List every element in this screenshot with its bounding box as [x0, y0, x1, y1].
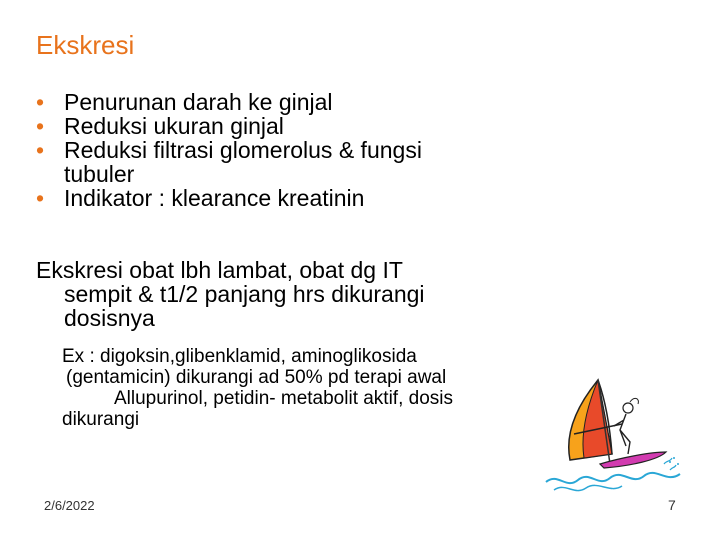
bullet-text: Reduksi ukuran ginjal — [64, 113, 284, 139]
footer-date: 2/6/2022 — [44, 498, 95, 513]
bullet-item — [36, 90, 556, 114]
paragraph-line: dosisnya — [64, 305, 155, 331]
windsurfer-illustration — [540, 372, 690, 497]
bullet-text: Reduksi filtrasi glomerolus & fungsi — [64, 137, 422, 163]
bullet-text: Indikator : klearance kreatinin — [64, 185, 365, 211]
slide-title: Ekskresi — [36, 30, 135, 60]
bullet-dot: • — [36, 113, 45, 139]
bullet-dot: • — [36, 185, 45, 211]
page-number: 7 — [668, 497, 676, 513]
paragraph-line: sempit & t1/2 panjang hrs dikurangi — [64, 281, 425, 307]
excretion-paragraph — [36, 258, 556, 330]
bullet-list — [36, 90, 556, 210]
bullet-text-continued: tubuler — [64, 161, 135, 187]
example-line: (gentamicin) dikurangi ad 50% pd terapi awal — [66, 367, 447, 388]
example-line: Ex : digoksin,glibenklamid, aminoglikosida — [62, 346, 417, 367]
example-line: dikurangi — [62, 409, 140, 430]
paragraph-line: Ekskresi obat lbh lambat, obat dg IT — [36, 257, 403, 283]
bullet-dot: • — [36, 137, 45, 163]
bullet-text: Penurunan darah ke ginjal — [64, 89, 333, 115]
bullet-dot: • — [36, 89, 45, 115]
bullet-item — [36, 186, 556, 210]
example-text — [62, 346, 562, 430]
bullet-item — [36, 114, 556, 138]
example-line: Allupurinol, petidin- metabolit aktif, dosis — [114, 388, 454, 409]
bullet-item — [36, 138, 556, 186]
